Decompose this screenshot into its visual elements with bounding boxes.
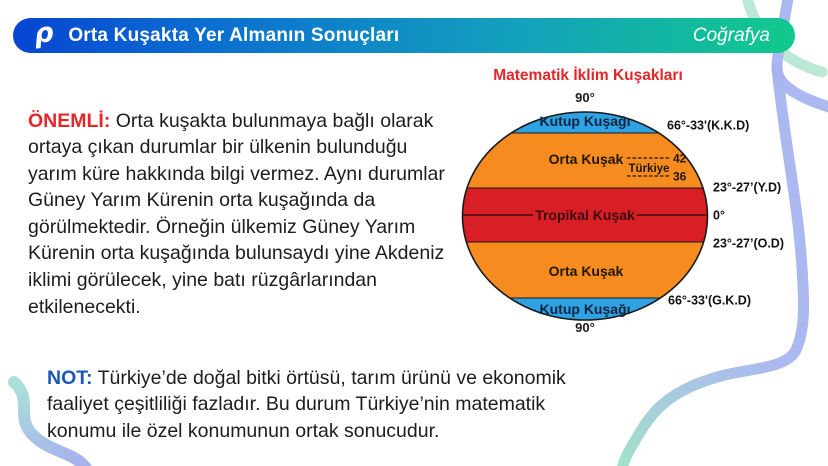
latitude-label-tropic-of-capricorn: 23°-27’(O.D) — [713, 236, 784, 251]
important-paragraph — [28, 108, 460, 321]
publisher-logo-icon: ρ — [32, 16, 55, 50]
diagram-title: Matematik İklim Kuşakları — [493, 67, 683, 84]
latitude-label-antarctic-circle: 66°-33'(G.K.D) — [668, 293, 751, 308]
note-label: NOT: — [47, 366, 93, 389]
page-title: Orta Kuşakta Yer Almanın Sonuçları — [68, 24, 400, 46]
note-text: Türkiye’de doğal bitki örtüsü, tarım ürünü ve ekonomik faaliyet çeşitliliği fazladır. Bu durum Türkiye’nin matematik konumu ile özel konumunun ortak sonucudur. — [47, 366, 566, 443]
turkey-south-lat: 36 — [673, 169, 687, 184]
zone-label-temperate-north: Orta Kuşak — [548, 151, 624, 167]
important-text: Orta kuşakta bulunmaya bağlı olarak ortaya çıkan durumlar bir ülkenin bulunduğu yarım küre hakkında bilgi vermez. Aynı durumlar Güney Yarım Kürenin orta kuşağında da görülmektedir. Örneğin ülkemiz Güney Yarım Kürenin orta kuşağında bulunsaydı yine Akdeniz iklimi görülecek, yine batı rüzgârlarından etkilenecekti. — [28, 109, 445, 318]
important-label: ÖNEMLİ: — [28, 109, 111, 132]
note-paragraph — [47, 365, 595, 445]
zone-label-polar-north: Kutup Kuşağı — [539, 113, 631, 129]
latitude-label-tropic-of-cancer: 23°-27’(Y.D) — [713, 180, 782, 195]
north-pole-label: 90° — [575, 90, 595, 105]
latitude-label-arctic-circle: 66°-33'(K.K.D) — [667, 118, 750, 133]
turkey-label: Türkiye — [628, 163, 670, 175]
subject-label: Coğrafya — [692, 24, 770, 46]
zone-label-temperate-south: Orta Kuşak — [548, 263, 624, 279]
climate-zones-diagram — [430, 55, 828, 350]
turkey-north-lat: 42 — [673, 151, 687, 166]
header-bar — [13, 18, 795, 53]
zone-label-polar-south: Kutup Kuşağı — [539, 301, 631, 317]
south-pole-label: 90° — [575, 320, 595, 335]
latitude-label-equator: 0° — [713, 208, 725, 223]
zone-label-tropical: Tropikal Kuşak — [535, 207, 635, 223]
